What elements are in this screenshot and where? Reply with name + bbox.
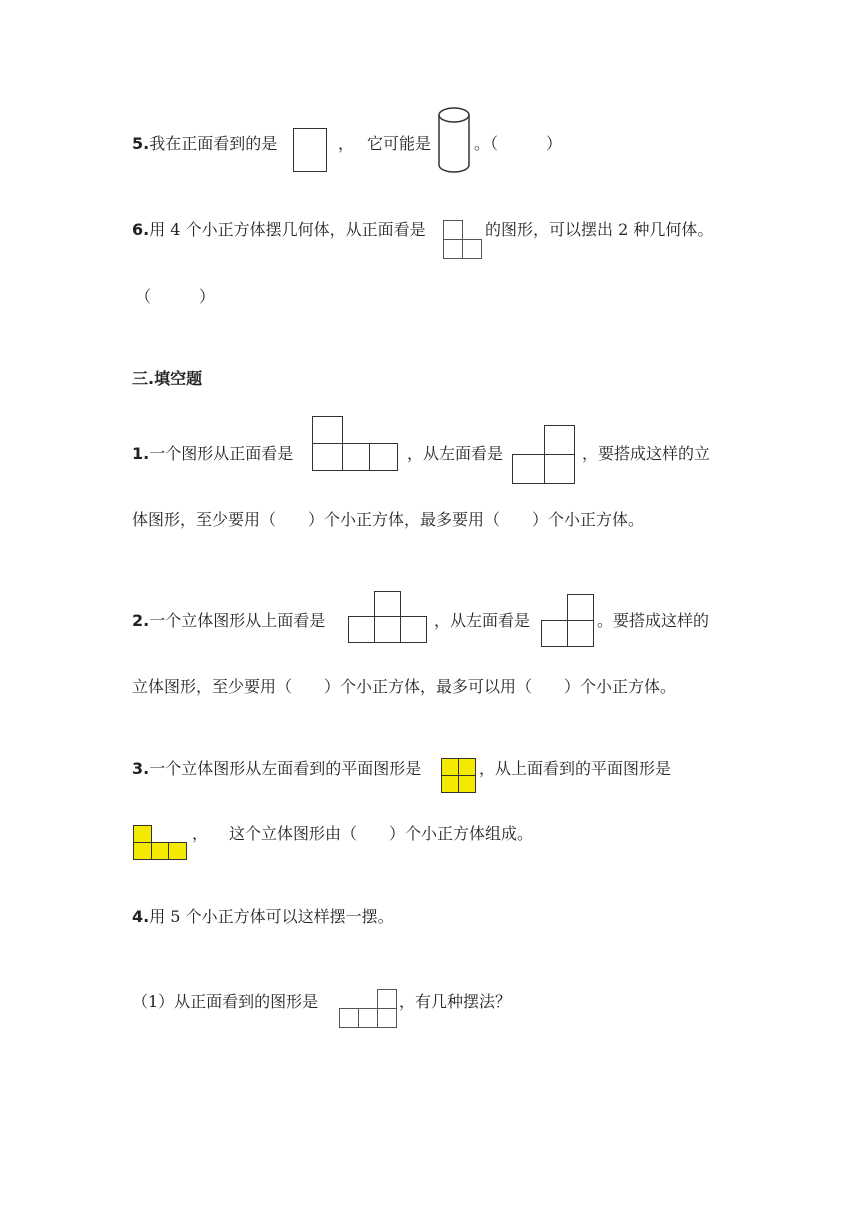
fill-q4-text-a: 用 5 个小正方体可以这样摆一摆。 xyxy=(149,907,394,926)
fill-q3-left-square-2 xyxy=(458,758,476,776)
fill-q2-line xyxy=(132,611,325,631)
fill-q2-top-square-2 xyxy=(374,616,401,643)
fill-q3-text-a: 一个立体图形从左面看到的平面图形是 xyxy=(149,759,422,778)
fill-q2-top-square-3 xyxy=(400,616,427,643)
fill-q2-top-square-top xyxy=(374,591,401,617)
fill-q1-text-b: ，从左面看是 xyxy=(407,444,504,463)
q6-square-top xyxy=(443,220,463,240)
fill-q4-1-text-b: ，有几种摆法？ xyxy=(399,992,512,1011)
fill-q1-number: 1. xyxy=(132,444,150,463)
fill-q3-top-square-1 xyxy=(133,842,152,860)
fill-q1-text-c: ，要搭成这样的立 xyxy=(582,444,711,463)
fill-q1-front-square-top xyxy=(312,416,343,444)
fill-q1-line xyxy=(132,444,293,464)
fill-q3-text-b: ，从上面看到的平面图形是 xyxy=(479,759,672,778)
q5-text-c: 它可能是 xyxy=(367,134,432,153)
q5-cylinder-figure xyxy=(437,107,471,173)
fill-q1-front-square-1 xyxy=(312,443,343,471)
fill-q4-1-square-2 xyxy=(358,1008,378,1028)
fill-q2-text-c: 。要搭成这样的 xyxy=(597,611,710,630)
fill-q1-left-square-top xyxy=(544,425,575,455)
q5-text-d: 。（ ） xyxy=(474,134,563,153)
fill-q3-left-square-3 xyxy=(441,775,459,793)
fill-q1-front-square-2 xyxy=(342,443,370,471)
fill-q2-left-square-top xyxy=(567,594,594,621)
q5-text-a: 我在正面看到的是 xyxy=(149,134,278,153)
section-title: 三.填空题 xyxy=(132,369,203,388)
fill-q1-left-square-1 xyxy=(512,454,545,484)
fill-q3-text-d: 这个立体图形由（ ）个小正方体组成。 xyxy=(229,824,534,843)
fill-q4-1-square-top xyxy=(377,989,397,1009)
fill-q4-1-square-1 xyxy=(339,1008,359,1028)
fill-q1-text-a: 一个图形从正面看是 xyxy=(149,444,294,463)
fill-q4-line xyxy=(132,907,394,927)
fill-q3-line xyxy=(132,759,421,779)
q5-line xyxy=(132,134,277,154)
fill-q2-text-a: 一个立体图形从上面看是 xyxy=(149,611,326,630)
fill-q2-left-square-1 xyxy=(541,620,568,647)
q6-line xyxy=(132,220,426,240)
fill-q4-number: 4. xyxy=(132,907,150,926)
q6-text-a: 用 4 个小正方体摆几何体，从正面看是 xyxy=(149,220,426,239)
q6-number: 6. xyxy=(132,220,150,239)
q5-number: 5. xyxy=(132,134,150,153)
fill-q4-1-text-a: （1）从正面看到的图形是 xyxy=(132,992,319,1011)
fill-q3-top-square-3 xyxy=(168,842,187,860)
q5-text-b: ， xyxy=(338,134,355,153)
fill-q4-1-square-3 xyxy=(377,1008,397,1028)
fill-q2-text-d: 立体图形，至少要用（ ）个小正方体，最多可以用（ ）个小正方体。 xyxy=(132,677,677,696)
fill-q2-top-square-1 xyxy=(348,616,375,643)
q6-text-b: 的图形，可以摆出 2 种几何体。 xyxy=(485,220,714,239)
fill-q2-text-b: ，从左面看是 xyxy=(434,611,531,630)
fill-q2-number: 2. xyxy=(132,611,150,630)
fill-q1-text-d: 体图形，至少要用（ ）个小正方体，最多要用（ ）个小正方体。 xyxy=(132,510,645,529)
fill-q3-top-square-2 xyxy=(151,842,169,860)
fill-q1-left-square-2 xyxy=(544,454,575,484)
q5-front-view-rectangle xyxy=(293,128,327,172)
fill-q3-left-square-4 xyxy=(458,775,476,793)
fill-q1-front-square-3 xyxy=(369,443,398,471)
q6-square-bottom-left xyxy=(443,239,463,259)
fill-q3-number: 3. xyxy=(132,759,150,778)
fill-q3-left-square-1 xyxy=(441,758,459,776)
fill-q3-top-square-top xyxy=(133,825,152,843)
fill-q2-left-square-2 xyxy=(567,620,594,647)
q6-answer-blank: （ ） xyxy=(135,287,216,306)
q6-square-bottom-right xyxy=(462,239,482,259)
fill-q3-text-c: ， xyxy=(192,824,209,843)
